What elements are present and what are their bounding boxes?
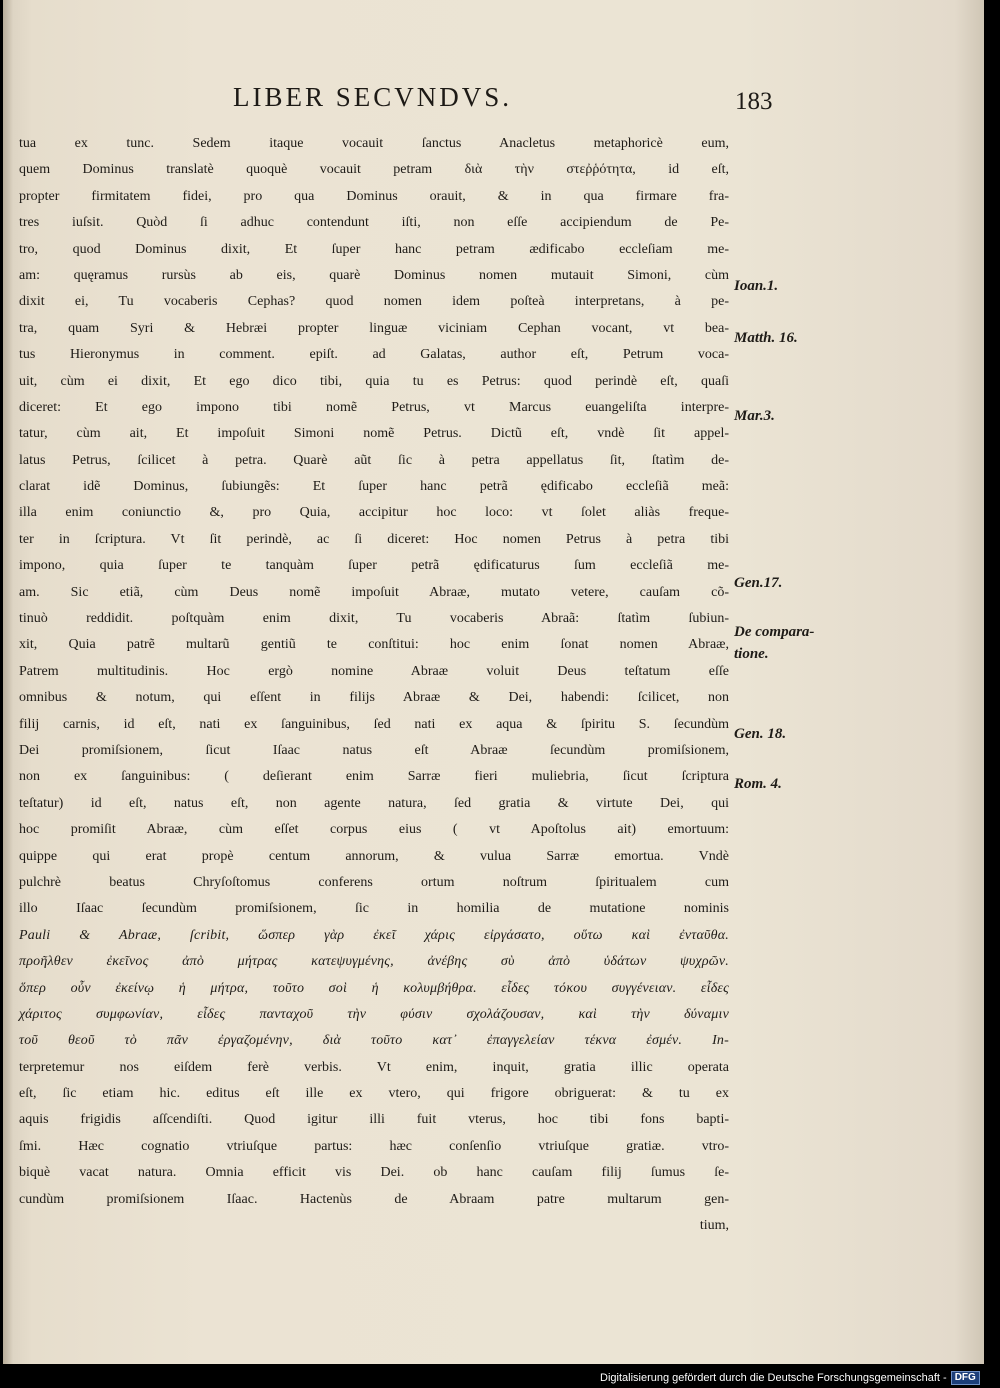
text-line: ter in ſcriptura. Vt ſit perindè, ac ſi diceret: Hoc nomen Petrus à petra tibi	[19, 531, 729, 547]
text-line: tatur, cùm ait, Et impoſuit Simoni nomẽ Petrus. Dictũ eſt, vndè ſit appel-	[19, 426, 729, 442]
text-line: filij carnis, id eſt, nati ex ſanguinibus, ſed nati ex aqua & ſpiritu S. ſecundùm	[19, 716, 729, 732]
text-line: teſtatur) id eſt, natus eſt, non agente natura, ſed gratia & virtute Dei, qui	[19, 795, 729, 811]
text-line: uit, cùm ei dixit, Et ego dico tibi, quia tu es Petrus: quod perindè eſt, quaſi	[19, 373, 729, 389]
text-line: am: quęramus rursùs ab eis, quarè Dominus nomen mutauit Simoni, cùm	[19, 267, 729, 283]
margin-note-matth: Matth. 16.	[734, 330, 798, 346]
margin-note-de-comparatione-cont: tione.	[734, 646, 769, 662]
text-line: propter firmitatem fidei, pro qua Dominus orauit, & in qua firmare fra-	[19, 188, 729, 204]
text-line: tinuò reddidit. poſtquàm enim dixit, Tu vocaberis Abraã: ſtatìm ſubiun-	[19, 611, 729, 627]
text-line: latus Petrus, ſcilicet à petra. Quarè aũt ſic à petra appellatus ſit, ſtatìm de-	[19, 452, 729, 468]
text-line: xit, Quia patrẽ multarũ gentiũ te conſtitui: hoc enim ſonat nomen Abraæ,	[19, 637, 729, 653]
text-line: Dei promiſsionem, ſicut Iſaac natus eſt Abraæ ſecundùm promiſsionem,	[19, 742, 729, 758]
text-line: aquis frigidis aſſcendiſti. Quod igitur illi fuit vterus, hoc tibi fons bapti-	[19, 1112, 729, 1128]
text-line: illa enim coniunctio &, pro Quia, accipitur hoc loco: vt ſolet aliàs freque-	[19, 505, 729, 521]
funding-footer	[600, 1370, 980, 1386]
book-page	[3, 0, 984, 1364]
running-head: LIBER SECVNDVS.	[233, 82, 513, 112]
text-line: cundùm promiſsionem Iſaac. Hactenùs de Abraam patre multarum gen-	[19, 1191, 729, 1207]
greek-text-line: ὅπερ οὖν ἐκείνῳ ἡ μήτρα, τοῦτο σοὶ ἡ κολυμβήθρα. εἶδες τόκου συγγένειαν. εἶδες	[19, 980, 729, 996]
margin-note-ioan: Ioan.1.	[734, 278, 779, 294]
text-line: tua ex tunc. Sedem itaque vocauit ſanctus Anacletus metaphoricè eum,	[19, 136, 729, 151]
greek-text-line: τοῦ θεοῦ τὸ πᾶν ἐργαζομένην, διὰ τοῦτο κατ᾽ ἐπαγγελείαν τέκνα ἐσμέν. In-	[19, 1033, 729, 1049]
text-line: terpretemur nos eiſdem ferè verbis. Vt enim, inquit, gratia illic operata	[19, 1059, 729, 1075]
dfg-logo: DFG	[951, 1371, 980, 1385]
text-line: Patrem multitudinis. Hoc ergò nomine Abraæ voluit Deus teſtatum eſſe	[19, 663, 729, 679]
text-line: tro, quod Dominus dixit, Et ſuper hanc petram ædificabo eccleſiam me-	[19, 241, 729, 257]
margin-note-de-comparatione: De compara-	[734, 624, 815, 640]
margin-note-gen17: Gen.17.	[734, 575, 783, 591]
greek-text-line: προῆλθεν ἐκεῖνος ἀπὸ μήτρας κατεψυγμένης, ἀνέβης σὺ ἀπὸ ὑδάτων ψυχρῶν.	[19, 954, 729, 970]
page-gutter-shadow	[3, 0, 13, 1364]
text-line: quippe qui erat propè centum annorum, & vulua Sarræ emortua. Vndè	[19, 848, 729, 864]
body-text	[19, 131, 729, 1239]
text-line: eſt, ſic etiam hic. editus eſt ille ex vtero, qui frigore obriguerat: & tu ex	[19, 1086, 729, 1102]
text-line: pulchrè beatus Chryſoſtomus conferens ortum noſtrum ſpiritualem cum	[19, 874, 729, 890]
margin-note-rom: Rom. 4.	[734, 776, 782, 792]
text-line: clarat idẽ Dominus, ſubiungẽs: Et ſuper hanc petrã ędificabo eccleſiã meã:	[19, 479, 729, 495]
text-line: biquè vacat natura. Omnia efficit vis Dei. ob hanc cauſam filij ſumus ſe-	[19, 1165, 729, 1181]
margin-note-gen18: Gen. 18.	[734, 726, 787, 742]
text-line: ſmi. Hæc cognatio vtriuſque partus: hæc conſenſio vtriuſque gratiæ. vtro-	[19, 1138, 729, 1154]
text-line: quem Dominus translatè quoquè vocauit petram διὰ τὴν στεῤῥότητα, id eſt,	[19, 162, 729, 178]
text-line: impono, quia ſuper te tanquàm ſuper petrã ędificaturus ſum eccleſiã me-	[19, 558, 729, 574]
text-line: tra, quam Syri & Hebræi propter linguæ viciniam Cephan vocant, vt bea-	[19, 320, 729, 336]
margin-note-mar: Mar.3.	[734, 408, 775, 424]
page-number: 183	[735, 88, 773, 115]
text-line: illo Iſaac ſecundùm promiſsionem, ſic in homilia de mutatione nominis	[19, 901, 729, 917]
text-line: tres iuſsit. Quòd ſi adhuc contendunt iſti, non eſſe accipiendum de Pe-	[19, 215, 729, 231]
text-line: diceret: Et ego impono tibi nomẽ Petrus, vt Marcus euangeliſta interpre-	[19, 399, 729, 415]
funding-credit: Digitalisierung gefördert durch die Deutsche Forschungsgemeinschaft -	[600, 1372, 947, 1384]
catchword-line: tium,	[699, 1218, 729, 1234]
text-line: hoc promiſit Abraæ, cùm eſſet corpus eius ( vt Apoſtolus ait) emortuum:	[19, 822, 729, 838]
greek-text-line: χάριτος συμφωνίαν, εἶδες πανταχοῦ τὴν φύσιν σχολάζουσαν, καὶ τὴν δύναμιν	[19, 1006, 729, 1022]
greek-text-line: Pauli & Abraæ, ſcribit, ὥσπερ γὰρ ἐκεῖ χάρις εἰργάσατο, οὕτω καὶ ἐνταῦθα.	[19, 927, 729, 943]
text-line: am. Sic etiã, cùm Deus nomẽ impoſuit Abraæ, mutato vetere, cauſam cõ-	[19, 584, 729, 600]
text-line: tus Hieronymus in comment. epiſt. ad Galatas, author eſt, Petrum voca-	[19, 347, 729, 363]
text-line: non ex ſanguinibus: ( deſierant enim Sarræ fieri muliebria, ſicut ſcriptura	[19, 769, 729, 785]
text-line: omnibus & notum, qui eſſent in filijs Abraæ & Dei, habendi: ſcilicet, non	[19, 690, 729, 706]
text-line: dixit ei, Tu vocaberis Cephas? quod nomen idem poſteà interpretans, à pe-	[19, 294, 729, 310]
